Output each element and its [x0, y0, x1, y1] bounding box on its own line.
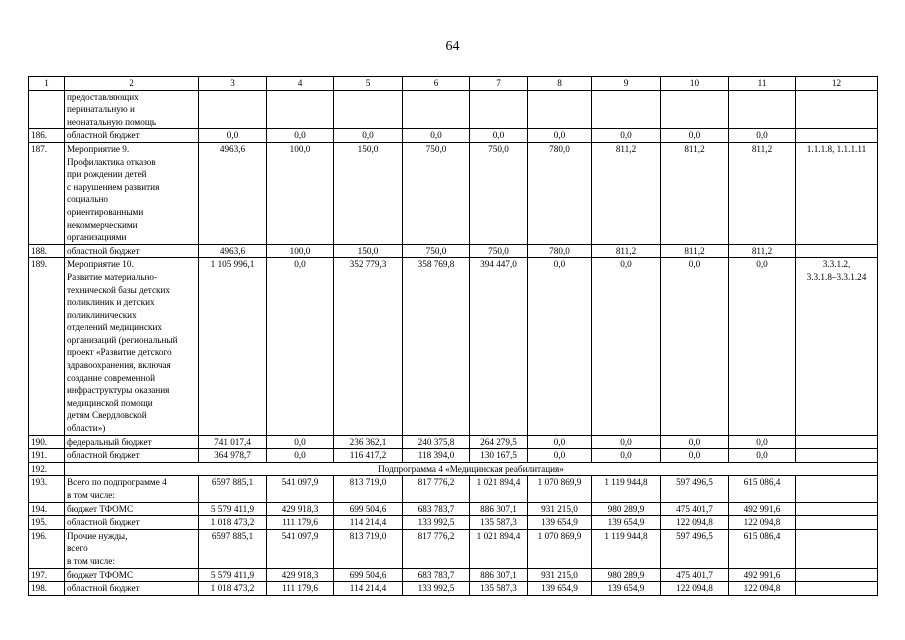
amount-cell: 541 097,9: [267, 529, 334, 568]
amount-cell: 811,2: [661, 244, 729, 258]
item-name-cell: областной бюджет: [65, 449, 199, 463]
amount-cell: 683 783,7: [403, 568, 470, 582]
amount-cell: 0,0: [592, 449, 661, 463]
row-number-cell: 197.: [29, 568, 65, 582]
amount-cell: 111 179,6: [267, 516, 334, 530]
amount-cell: 811,2: [592, 244, 661, 258]
amount-cell: 1 018 473,2: [199, 516, 267, 530]
row-number-cell: 194.: [29, 502, 65, 516]
amount-cell: 264 279,5: [470, 435, 528, 449]
amount-cell: 699 504,6: [334, 568, 403, 582]
amount-cell: 394 447,0: [470, 258, 528, 435]
amount-cell: 1 070 869,9: [528, 529, 592, 568]
amount-cell: 0,0: [528, 449, 592, 463]
amount-cell: 780,0: [528, 244, 592, 258]
amount-cell: 6597 885,1: [199, 476, 267, 502]
amount-cell: 811,2: [729, 244, 796, 258]
column-header: 3: [199, 77, 267, 91]
amount-cell: 1 105 996,1: [199, 258, 267, 435]
amount-cell: 492 991,6: [729, 568, 796, 582]
amount-cell: 4963,6: [199, 244, 267, 258]
amount-cell: 5 579 411,9: [199, 568, 267, 582]
column-header: 2: [65, 77, 199, 91]
amount-cell: 817 776,2: [403, 476, 470, 502]
table-row: [29, 244, 878, 258]
amount-cell: 0,0: [528, 129, 592, 143]
row-number-cell: 195.: [29, 516, 65, 530]
table-row: [29, 476, 878, 502]
amount-cell: 133 992,5: [403, 582, 470, 596]
row-number-cell: 190.: [29, 435, 65, 449]
amount-cell: 980 289,9: [592, 502, 661, 516]
amount-cell: 122 094,8: [729, 582, 796, 596]
table-row: [29, 142, 878, 244]
amount-cell: 135 587,3: [470, 516, 528, 530]
column-header: 9: [592, 77, 661, 91]
subprogram-row: [29, 462, 878, 476]
table-row: [29, 449, 878, 463]
amount-cell: 0,0: [661, 435, 729, 449]
column-header: 12: [796, 77, 878, 91]
row-number-cell: 186.: [29, 129, 65, 143]
reference-cell: [796, 435, 878, 449]
amount-cell: 0,0: [729, 435, 796, 449]
row-number-cell: 196.: [29, 529, 65, 568]
amount-cell: 597 496,5: [661, 476, 729, 502]
amount-cell: 429 918,3: [267, 502, 334, 516]
amount-cell: 0,0: [334, 129, 403, 143]
table-row: [29, 529, 878, 568]
amount-cell: 139 654,9: [592, 582, 661, 596]
amount-cell: [403, 90, 470, 129]
amount-cell: 236 362,1: [334, 435, 403, 449]
amount-cell: [592, 90, 661, 129]
amount-cell: 0,0: [267, 129, 334, 143]
table-row: [29, 502, 878, 516]
item-name-cell: областной бюджет: [65, 582, 199, 596]
amount-cell: 811,2: [661, 142, 729, 244]
amount-cell: 135 587,3: [470, 582, 528, 596]
table-row: [29, 516, 878, 530]
amount-cell: 114 214,4: [334, 516, 403, 530]
amount-cell: 811,2: [592, 142, 661, 244]
amount-cell: 615 086,4: [729, 529, 796, 568]
reference-cell: [796, 244, 878, 258]
amount-cell: 100,0: [267, 244, 334, 258]
amount-cell: [267, 90, 334, 129]
row-number-cell: 198.: [29, 582, 65, 596]
table-row: [29, 568, 878, 582]
amount-cell: 0,0: [470, 129, 528, 143]
amount-cell: 750,0: [403, 244, 470, 258]
amount-cell: 492 991,6: [729, 502, 796, 516]
item-name-cell: областной бюджет: [65, 129, 199, 143]
amount-cell: 139 654,9: [592, 516, 661, 530]
amount-cell: 5 579 411,9: [199, 502, 267, 516]
amount-cell: 0,0: [592, 258, 661, 435]
reference-cell: 3.3.1.2, 3.3.1.8–3.3.1.24: [796, 258, 878, 435]
amount-cell: 699 504,6: [334, 502, 403, 516]
amount-cell: 597 496,5: [661, 529, 729, 568]
amount-cell: 139 654,9: [528, 582, 592, 596]
reference-cell: [796, 502, 878, 516]
column-header: 1: [29, 77, 65, 91]
reference-cell: 1.1.1.8, 1.1.1.11: [796, 142, 878, 244]
amount-cell: 1 021 894,4: [470, 529, 528, 568]
item-name-cell: бюджет ТФОМС: [65, 502, 199, 516]
column-header: 6: [403, 77, 470, 91]
amount-cell: 0,0: [661, 129, 729, 143]
amount-cell: 116 417,2: [334, 449, 403, 463]
amount-cell: 150,0: [334, 142, 403, 244]
amount-cell: 6597 885,1: [199, 529, 267, 568]
amount-cell: 4963,6: [199, 142, 267, 244]
amount-cell: 475 401,7: [661, 502, 729, 516]
amount-cell: 811,2: [729, 142, 796, 244]
amount-cell: [334, 90, 403, 129]
budget-table: [28, 76, 878, 596]
reference-cell: [796, 449, 878, 463]
column-header: 8: [528, 77, 592, 91]
amount-cell: [199, 90, 267, 129]
column-header: 10: [661, 77, 729, 91]
reference-cell: [796, 568, 878, 582]
amount-cell: 1 070 869,9: [528, 476, 592, 502]
amount-cell: 931 215,0: [528, 568, 592, 582]
amount-cell: 0,0: [729, 129, 796, 143]
row-number-cell: 187.: [29, 142, 65, 244]
item-name-cell: федеральный бюджет: [65, 435, 199, 449]
amount-cell: 0,0: [267, 258, 334, 435]
amount-cell: 750,0: [403, 142, 470, 244]
amount-cell: 0,0: [729, 449, 796, 463]
column-header: 11: [729, 77, 796, 91]
amount-cell: 139 654,9: [528, 516, 592, 530]
amount-cell: 615 086,4: [729, 476, 796, 502]
amount-cell: 352 779,3: [334, 258, 403, 435]
amount-cell: 130 167,5: [470, 449, 528, 463]
amount-cell: 1 119 944,8: [592, 529, 661, 568]
row-number-cell: 191.: [29, 449, 65, 463]
amount-cell: 100,0: [267, 142, 334, 244]
amount-cell: 0,0: [267, 449, 334, 463]
amount-cell: 817 776,2: [403, 529, 470, 568]
amount-cell: 475 401,7: [661, 568, 729, 582]
amount-cell: 0,0: [661, 258, 729, 435]
amount-cell: 133 992,5: [403, 516, 470, 530]
row-number-cell: [29, 90, 65, 129]
column-header: 7: [470, 77, 528, 91]
amount-cell: 0,0: [661, 449, 729, 463]
amount-cell: 886 307,1: [470, 568, 528, 582]
amount-cell: 0,0: [267, 435, 334, 449]
amount-cell: 240 375,8: [403, 435, 470, 449]
table-row: [29, 129, 878, 143]
amount-cell: 780,0: [528, 142, 592, 244]
row-number-cell: 189.: [29, 258, 65, 435]
reference-cell: [796, 129, 878, 143]
column-header: 4: [267, 77, 334, 91]
amount-cell: 813 719,0: [334, 529, 403, 568]
amount-cell: 1 018 473,2: [199, 582, 267, 596]
amount-cell: 122 094,8: [661, 516, 729, 530]
amount-cell: 0,0: [199, 129, 267, 143]
amount-cell: [729, 90, 796, 129]
amount-cell: 114 214,4: [334, 582, 403, 596]
amount-cell: [470, 90, 528, 129]
amount-cell: 886 307,1: [470, 502, 528, 516]
row-number-cell: 193.: [29, 476, 65, 502]
amount-cell: 750,0: [470, 244, 528, 258]
amount-cell: 980 289,9: [592, 568, 661, 582]
table-row: [29, 90, 878, 129]
amount-cell: 1 021 894,4: [470, 476, 528, 502]
reference-cell: [796, 516, 878, 530]
amount-cell: 750,0: [470, 142, 528, 244]
amount-cell: 429 918,3: [267, 568, 334, 582]
table-body: [29, 77, 878, 596]
amount-cell: 931 215,0: [528, 502, 592, 516]
reference-cell: [796, 476, 878, 502]
amount-cell: 150,0: [334, 244, 403, 258]
column-header: 5: [334, 77, 403, 91]
amount-cell: 741 017,4: [199, 435, 267, 449]
amount-cell: 0,0: [592, 435, 661, 449]
subprogram-title-cell: Подпрограмма 4 «Медицинская реабилитация»: [65, 462, 878, 476]
item-name-cell: бюджет ТФОМС: [65, 568, 199, 582]
amount-cell: 358 769,8: [403, 258, 470, 435]
amount-cell: 0,0: [592, 129, 661, 143]
amount-cell: 111 179,6: [267, 582, 334, 596]
amount-cell: 0,0: [528, 435, 592, 449]
amount-cell: 683 783,7: [403, 502, 470, 516]
page-number: 64: [445, 39, 460, 54]
table-row: [29, 258, 878, 435]
amount-cell: 0,0: [729, 258, 796, 435]
table-row: [29, 435, 878, 449]
reference-cell: [796, 90, 878, 129]
amount-cell: 813 719,0: [334, 476, 403, 502]
item-name-cell: Мероприятие 10. Развитие материально- технической базы детских поликлиник и детских поликлинических отделений медицинских организаций (региональный проект «Развитие детского здравоохранения, включая создание современной инфраструктуры оказания медицинской помощи детям Свердловской области»): [65, 258, 199, 435]
amount-cell: [528, 90, 592, 129]
item-name-cell: предоставляющих перинатальную и неонатальную помощь: [65, 90, 199, 129]
item-name-cell: Прочие нужды, всего в том числе:: [65, 529, 199, 568]
row-number-cell: 192.: [29, 462, 65, 476]
item-name-cell: областной бюджет: [65, 244, 199, 258]
amount-cell: 1 119 944,8: [592, 476, 661, 502]
amount-cell: 122 094,8: [729, 516, 796, 530]
amount-cell: 541 097,9: [267, 476, 334, 502]
item-name-cell: Мероприятие 9. Профилактика отказов при рождении детей с нарушением развития социально ориентированными некоммерческими организациями: [65, 142, 199, 244]
reference-cell: [796, 529, 878, 568]
amount-cell: 118 394,0: [403, 449, 470, 463]
item-name-cell: Всего по подпрограмме 4 в том числе:: [65, 476, 199, 502]
row-number-cell: 188.: [29, 244, 65, 258]
amount-cell: 0,0: [528, 258, 592, 435]
amount-cell: 122 094,8: [661, 582, 729, 596]
reference-cell: [796, 582, 878, 596]
amount-cell: 0,0: [403, 129, 470, 143]
table-header-row: [29, 77, 878, 91]
item-name-cell: областной бюджет: [65, 516, 199, 530]
amount-cell: [661, 90, 729, 129]
table-row: [29, 582, 878, 596]
amount-cell: 364 978,7: [199, 449, 267, 463]
